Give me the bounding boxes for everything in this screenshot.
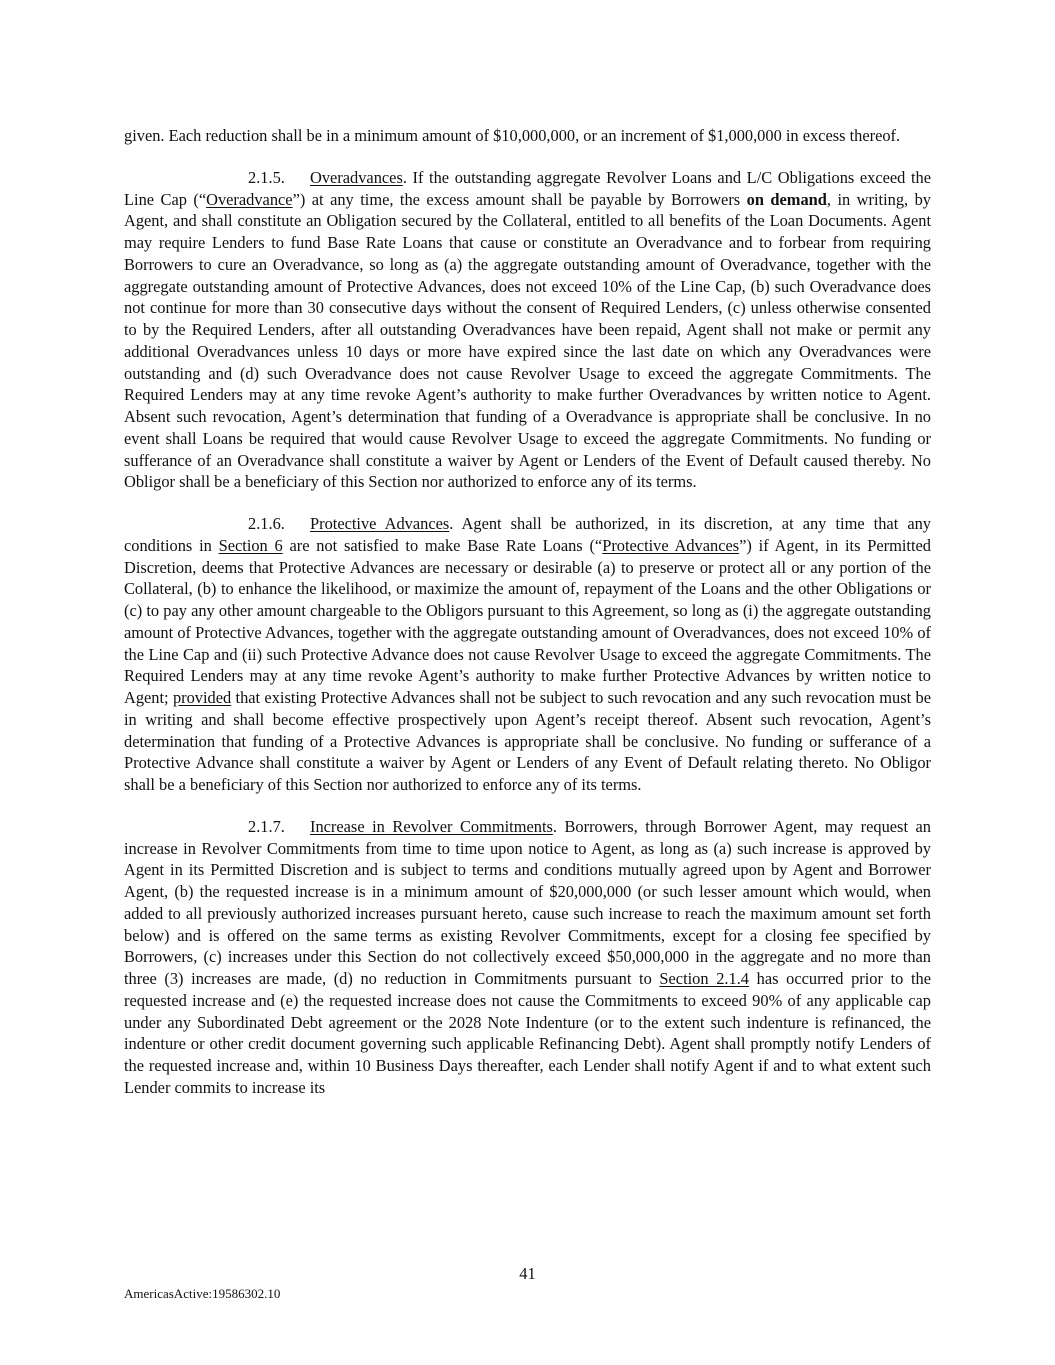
- section-2-1-5-paragraph: 2.1.5. Overadvances. If the outstanding aggregate Revolver Loans and L/C Obligations exceed the Line Cap (“Overadvance”) at any time, the excess amount shall be payable by Borrowers on demand, in writing, by Agent, and shall constitute an Obligation secured by the Collateral, entitled to all benefits of the Loan Documents. Agent may require Lenders to fund Base Rate Loans that cause or constitute an Overadvance and to forbear from requiring Borrowers to cure an Overadvance, so long as (a) the aggregate outstanding amount of Overadvance, together with the aggregate outstanding amount of Protective Advances, does not exceed 10% of the Line Cap, (b) such Overadvance does not continue for more than 30 consecutive days without the consent of Required Lenders, (c) unless otherwise consented to by the Required Lenders, after all outstanding Overadvances have been repaid, Agent shall not make or permit any additional Overadvances unless 10 days or more have expired since the last date on which any Overadvances were outstanding and (d) such Overadvance does not cause Revolver Usage to exceed the aggregate Commitments. The Required Lenders may at any time revoke Agent’s authority to make further Overadvances by written notice to Agent. Absent such revocation, Agent’s determination that funding of a Overadvance is appropriate shall be conclusive. In no event shall Loans be required that would cause Revolver Usage to exceed the aggregate Commitments. No funding or sufferance of an Overadvance shall constitute a waiver by Agent or Lenders of the Event of Default caused thereby. No Obligor shall be a beneficiary of this Section nor authorized to enforce any of its terms.: [124, 167, 931, 492]
- defined-term: Overadvance: [206, 189, 293, 209]
- section-title: Protective Advances: [310, 514, 450, 533]
- section-2-1-7-paragraph: 2.1.7. Increase in Revolver Commitments. Borrowers, through Borrower Agent, may request an increase in Revolver Commitments from time to time upon notice to Agent, as long as (a) such increase is approved by Agent in its Permitted Discretion and is subject to terms and conditions mutually agreed upon by Agent and Borrower Agent, (b) the requested increase is in a minimum amount of $20,000,000 (or such lesser amount which would, when added to all previously authorized increases pursuant hereto, cause such increase to reach the maximum amount set forth below) and is offered on the same terms as existing Revolver Commitments, except for a closing fee specified by Borrowers, (c) increases under this Section do not collectively exceed $50,000,000 in the aggregate and no more than three (3) increases are made, (d) no reduction in Commitments pursuant to Section 2.1.4 has occurred prior to the requested increase and (e) the requested increase does not cause the Commitments to exceed 90% of any applicable cap under any Subordinated Debt agreement or the 2028 Note Indenture (or to the extent such indenture is refinanced, the indenture or other credit document governing such applicable Refinancing Debt). Agent shall promptly notify Lenders of the requested increase and, within 10 Business Days thereafter, each Lender shall notify Agent if and to what extent such Lender commits to increase its: [124, 816, 931, 1097]
- defined-term: Protective Advances: [602, 535, 740, 555]
- intro-paragraph: given. Each reduction shall be in a minimum amount of $10,000,000, or an increment of $1,000,000 in excess thereof.: [124, 126, 901, 145]
- bold-phrase: on demand: [746, 189, 827, 209]
- provided-term: provided: [172, 688, 232, 707]
- page-number: 41: [519, 1264, 536, 1283]
- section-title: Increase in Revolver Commitments: [310, 816, 553, 836]
- section-reference: Section 6: [218, 535, 283, 555]
- document-body: [124, 125, 931, 1099]
- footer-document-id: AmericasActive:19586302.10: [124, 1286, 281, 1301]
- section-number: 2.1.7.: [248, 816, 285, 836]
- section-title: Overadvances: [310, 167, 403, 187]
- section-2-1-6-paragraph: 2.1.6. Protective Advances. Agent shall be authorized, in its discretion, at any time that any conditions in Section 6 are not satisfied to make Base Rate Loans (“Protective Advances”) if Agent, in its Permitted Discretion, deems that Protective Advances are necessary or desirable (a) to preserve or protect all or any portion of the Collateral, (b) to enhance the likelihood, or maximize the amount of, repayment of the Loans and the other Obligations or (c) to pay any other amount chargeable to the Obligors pursuant to this Agreement, so long as (i) the aggregate outstanding amount of Protective Advances, together with the aggregate outstanding amount of Overadvances, does not exceed 10% of the Line Cap and (ii) such Protective Advance does not cause Revolver Usage to exceed the aggregate Commitments. The Required Lenders may at any time revoke Agent’s authority to make further Protective Advances by written notice to Agent; provided that existing Protective Advances shall not be subject to such revocation and any such revocation must be in writing and shall become effective prospectively upon Agent’s receipt thereof. Absent such revocation, Agent’s determination that funding of a Protective Advances is appropriate shall be conclusive. No funding or sufferance of a Protective Advance shall constitute a waiver by Agent or Lenders of any Event of Default relating thereto. No Obligor shall be a beneficiary of this Section nor authorized to enforce any of its terms.: [124, 514, 931, 794]
- section-number: 2.1.5.: [248, 167, 285, 187]
- section-number: 2.1.6.: [248, 514, 285, 533]
- section-reference: Section 2.1.4: [659, 969, 749, 988]
